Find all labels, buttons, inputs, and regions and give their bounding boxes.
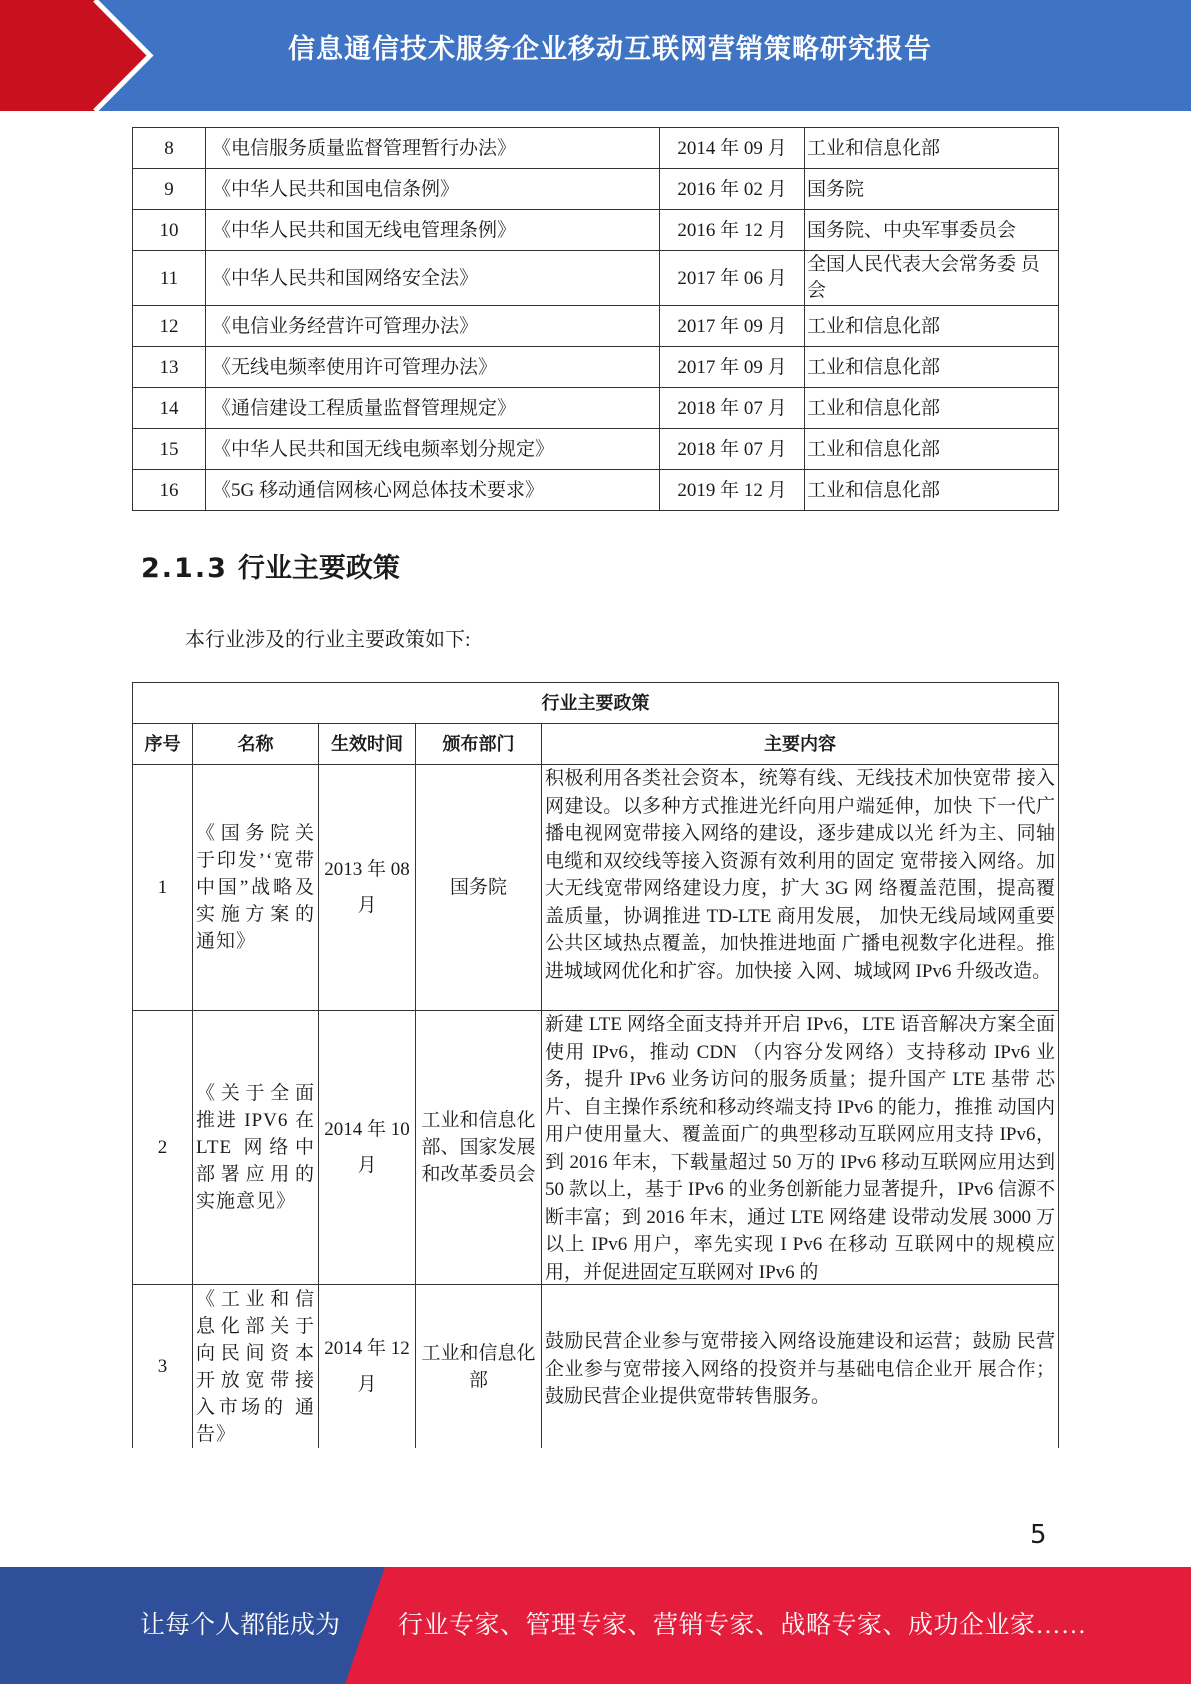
table-row [133,765,1059,1011]
table-row [133,1285,1059,1449]
policy-content-cell [542,1011,1059,1285]
regulation-name: 《电信业务经营许可管理办法》 [206,306,660,347]
regulation-dept: 国务院 [805,169,1059,210]
policy-content: 鼓励民营企业参与宽带接入网络设施建设和运营；鼓励 民营企业参与宽带接入网络的投资并与基础电信企业开 展合作；鼓励民营企业提供宽带转售服务。 [545,1331,1056,1407]
row-number: 12 [133,306,206,347]
policy-number: 3 [133,1285,193,1449]
regulation-date: 2019 年 12 月 [660,470,805,511]
regulation-date: 2016 年 12 月 [660,210,805,251]
table-row [133,1011,1059,1285]
regulation-name: 《中华人民共和国无线电频率划分规定》 [206,429,660,470]
policy-date: 2013 年 08 月 [319,765,416,1011]
page-number: 5 [1030,1520,1047,1550]
regulation-dept: 工业和信息化部 [805,429,1059,470]
regulation-date: 2017 年 06 月 [660,251,805,306]
policy-dept: 国务院 [416,765,542,1011]
row-number: 13 [133,347,206,388]
table-caption-row [133,683,1059,724]
header-banner [0,0,1191,111]
table-row [133,470,1059,511]
table-row [133,210,1059,251]
regulation-name: 《中华人民共和国无线电管理条例》 [206,210,660,251]
table-row [133,388,1059,429]
row-number: 16 [133,470,206,511]
regulation-name: 《电信服务质量监督管理暂行办法》 [206,128,660,169]
row-number: 8 [133,128,206,169]
table-row [133,306,1059,347]
column-header-num: 序号 [133,724,193,765]
regulation-name: 《无线电频率使用许可管理办法》 [206,347,660,388]
regulation-dept: 工业和信息化部 [805,347,1059,388]
policy-name: 《工业和信息化部关于向民间资本开放宽带接入市场的 通告》 [193,1285,319,1449]
column-header-content: 主要内容 [542,724,1059,765]
regulation-dept: 工业和信息化部 [805,306,1059,347]
column-header-name: 名称 [193,724,319,765]
intro-paragraph: 本行业涉及的行业主要政策如下: [185,629,471,651]
table-row [133,251,1059,306]
table-header-row [133,724,1059,765]
regulation-name: 《中华人民共和国电信条例》 [206,169,660,210]
row-number: 10 [133,210,206,251]
table-row [133,347,1059,388]
regulation-dept: 工业和信息化部 [805,128,1059,169]
row-number: 11 [133,251,206,306]
regulation-table [132,127,1059,511]
policy-date: 2014 年 12 月 [319,1285,416,1449]
table-row [133,429,1059,470]
regulation-date: 2014 年 09 月 [660,128,805,169]
policy-name: 《国务院关于印发’‘宽带中国”战略及实施方案的通知》 [193,765,319,1011]
regulation-date: 2016 年 02 月 [660,169,805,210]
regulation-date: 2018 年 07 月 [660,388,805,429]
regulation-dept: 国务院、中央军事委员会 [805,210,1059,251]
footer-banner [0,1567,1191,1684]
footer-slogan-right: 行业专家、管理专家、营销专家、战略专家、成功企业家…… [398,1612,1087,1639]
section-heading [141,546,400,585]
table-caption: 行业主要政策 [133,683,1059,724]
policy-dept: 工业和信息化部 [416,1285,542,1449]
table-row [133,169,1059,210]
policy-content: 新建 LTE 网络全面支持并开启 IPv6，LTE 语音解决方案全面使用 IPv6，推动 CDN （内容分发网络）支持移动 IPv6 业务，提升 IPv6 业务访问的服务质量；提升国产 LTE 基带 芯片、自主操作系统和移动终端支持 IPv6 的能力，推推 动国内用户使用量大、覆盖面广的典型移动互联网应用支持 IPv6，到 2016 年末，下载量超过 50 万的 IPv6 移动互联网应用达到 50 款以上，基于 IPv6 的业务创新能力显著提升，IPv6 信源不断丰富；到 2016 年末，通过 LTE 网络建 设带动发展 3000 万以上 IPv6 用户，率先实现 I Pv6 在移动 互联网中的规模应用，并促进固定互联网对 IPv6 的 [545,1014,1056,1283]
row-number: 15 [133,429,206,470]
regulation-name: 《中华人民共和国网络安全法》 [206,251,660,306]
column-header-date: 生效时间 [319,724,416,765]
section-number: 2.1.3 [141,553,228,584]
regulation-dept: 工业和信息化部 [805,388,1059,429]
policy-dept: 工业和信息化部、国家发展和改革委员会 [416,1011,542,1285]
regulation-dept: 工业和信息化部 [805,470,1059,511]
regulation-dept: 全国人民代表大会常务委 员会 [805,251,1059,306]
row-number: 9 [133,169,206,210]
regulation-name: 《通信建设工程质量监督管理规定》 [206,388,660,429]
policy-name: 《关于全面推进 IPV6 在 LTE 网络中部署应用的实施意见》 [193,1011,319,1285]
policy-content-cell [542,1285,1059,1449]
regulation-date: 2017 年 09 月 [660,347,805,388]
policy-date: 2014 年 10 月 [319,1011,416,1285]
regulation-date: 2018 年 07 月 [660,429,805,470]
policy-content: 积极利用各类社会资本，统筹有线、无线技术加快宽带 接入网建设。以多种方式推进光纤向用户端延伸，加快 下一代广播电视网宽带接入网络的建设，逐步建成以光 纤为主、同轴电缆和双绞线等接入资源有效利用的固定 宽带接入网络。加大无线宽带网络建设力度，扩大 3G 网 络覆盖范围，提高覆盖质量，协调推进 TD-LTE 商用发展， 加快无线局域网重要公共区域热点覆盖，加快推进地面 广播电视数字化进程。推进城域网优化和扩容。加快接 入网、城域网 IPv6 升级改造。 [542,765,1059,1011]
footer-slogan-left: 让每个人都能成为 [140,1612,341,1639]
policy-number: 1 [133,765,193,1011]
section-title: 行业主要政策 [237,553,400,584]
regulation-name: 《5G 移动通信网核心网总体技术要求》 [206,470,660,511]
policy-table [132,682,1059,1448]
column-header-dept: 颁布部门 [416,724,542,765]
report-title: 信息通信技术服务企业移动互联网营销策略研究报告 [288,34,932,65]
table-row [133,128,1059,169]
row-number: 14 [133,388,206,429]
regulation-date: 2017 年 09 月 [660,306,805,347]
policy-number: 2 [133,1011,193,1285]
